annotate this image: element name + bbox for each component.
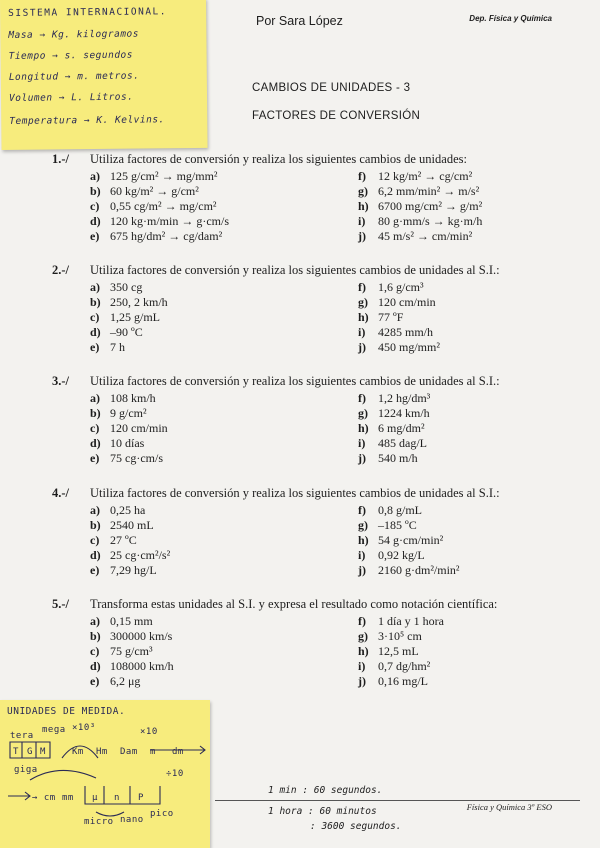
page-title: CAMBIOS DE UNIDADES - 3	[252, 82, 411, 94]
prefix-micro: micro	[84, 817, 114, 827]
factor-pow3: ×10³	[72, 723, 96, 733]
item: a) 108 km/h	[90, 391, 156, 405]
item: h) 12,5 mL	[358, 644, 419, 658]
item: e) 7,29 hg/L	[90, 563, 157, 577]
item: b) 60 kg/m² → g/cm²	[90, 184, 199, 198]
item: a) 0,25 ha	[90, 503, 146, 517]
prefix-sketch	[0, 700, 210, 848]
prefix-nano: nano	[120, 815, 144, 825]
item: f) 0,8 g/mL	[358, 503, 422, 517]
unit-mu: μ	[92, 793, 98, 803]
exercise-text: Transforma estas unidades al S.I. y expresa el resultado como notación científica:	[90, 597, 498, 611]
item: h) 6700 mg/cm² → g/m²	[358, 199, 483, 213]
item: h) 77 ºF	[358, 310, 404, 324]
item: c) 27 ºC	[90, 533, 137, 547]
sticky-line: Volumen → L. Litros.	[8, 91, 134, 104]
unit-cm: → cm	[32, 793, 56, 803]
exercise-heading	[52, 374, 572, 389]
item: j) 540 m/h	[358, 451, 418, 465]
item: b) 2540 mL	[90, 518, 154, 532]
item: h) 54 g·cm/min²	[358, 533, 444, 547]
exercise-text: Utiliza factores de conversión y realiza los siguientes cambios de unidades:	[90, 152, 467, 166]
item: g) 120 cm/min	[358, 295, 436, 309]
unit-T: T	[13, 747, 19, 757]
unit-hm: Hm	[96, 747, 108, 757]
item: e) 6,2 μg	[90, 674, 141, 688]
prefix-pico: pico	[150, 809, 174, 819]
prefix-tera: tera	[10, 731, 34, 741]
sticky-note-unit-prefixes	[0, 700, 210, 848]
exercise-heading	[52, 597, 572, 612]
prefix-giga: giga	[14, 765, 38, 775]
item: e) 7 h	[90, 340, 125, 354]
item: c) 120 cm/min	[90, 421, 168, 435]
item: b) 250, 2 km/h	[90, 295, 168, 309]
sticky-line: SISTEMA INTERNACIONAL.	[8, 6, 168, 19]
author: Por Sara López	[256, 14, 343, 28]
note-seconds: : 3600 segundos.	[310, 821, 402, 832]
sticky-note-si-units	[0, 0, 208, 150]
item: a) 350 cg	[90, 280, 143, 294]
footer-course: Física y Química 3º ESO	[466, 802, 552, 812]
item: j) 450 mg/mm²	[358, 340, 440, 354]
unit-n: n	[114, 793, 120, 803]
item: i) 485 dag/L	[358, 436, 427, 450]
item: f) 1,6 g/cm³	[358, 280, 424, 294]
unit-M: M	[40, 747, 46, 757]
prefix-mega: mega	[42, 725, 66, 735]
item: i) 4285 mm/h	[358, 325, 434, 339]
factor-x10: ×10	[140, 727, 158, 737]
item: d) 108000 km/h	[90, 659, 174, 673]
item: c) 75 g/cm³	[90, 644, 153, 658]
exercise-1	[52, 152, 572, 243]
item: g) 1224 km/h	[358, 406, 430, 420]
exercise-3	[52, 374, 572, 465]
note-hour: 1 hora : 60 minutos	[268, 806, 377, 817]
item: g) 6,2 mm/min² → m/s²	[358, 184, 480, 198]
exercise-number: 4.-/	[52, 486, 70, 500]
department: Dep. Física y Química	[469, 14, 552, 23]
item: e) 675 hg/dm² → cg/dam²	[90, 229, 223, 243]
exercise-heading	[52, 152, 572, 167]
item: i) 0,92 kg/L	[358, 548, 425, 562]
item: d) 25 cg·cm²/s²	[90, 548, 171, 562]
exercise-2	[52, 263, 572, 354]
item: d) 10 días	[90, 436, 145, 450]
sticky-line: Longitud → m. metros.	[8, 70, 140, 83]
item: c) 1,25 g/mL	[90, 310, 160, 324]
unit-p: P	[138, 793, 144, 803]
sticky-line: Masa → Kg. kilogramos	[8, 28, 140, 41]
item: j) 45 m/s² → cm/min²	[358, 229, 473, 243]
exercise-number: 2.-/	[52, 263, 70, 277]
exercise-number: 5.-/	[52, 597, 70, 611]
item: f) 1 día y 1 hora	[358, 614, 444, 628]
item: f) 1,2 hg/dm³	[358, 391, 431, 405]
item: i) 80 g·mm/s → kg·m/h	[358, 214, 483, 228]
item: i) 0,7 dg/hm²	[358, 659, 431, 673]
item: g) 3·10⁵ cm	[358, 629, 422, 643]
item: h) 6 mg/dm²	[358, 421, 425, 435]
exercise-5	[52, 597, 572, 688]
exercise-text: Utiliza factores de conversión y realiza los siguientes cambios de unidades al S.I.:	[90, 486, 500, 500]
item: b) 300000 km/s	[90, 629, 173, 643]
item: f) 12 kg/m² → cg/cm²	[358, 169, 473, 183]
sticky-line: Tiempo → s. segundos	[8, 49, 134, 62]
item: c) 0,55 cg/m² → mg/cm²	[90, 199, 217, 213]
exercise-number: 1.-/	[52, 152, 70, 166]
unit-m: m	[150, 747, 156, 757]
exercise-text: Utiliza factores de conversión y realiza los siguientes cambios de unidades al S.I.:	[90, 263, 500, 277]
sticky-title: UNIDADES DE MEDIDA.	[7, 706, 126, 717]
exercise-4	[52, 486, 572, 577]
exercise-heading	[52, 486, 572, 501]
footer-divider	[215, 800, 580, 801]
item: j) 0,16 mg/L	[358, 674, 428, 688]
page-subtitle: FACTORES DE CONVERSIÓN	[252, 110, 421, 122]
item: e) 75 cg·cm/s	[90, 451, 163, 465]
exercise-text: Utiliza factores de conversión y realiza los siguientes cambios de unidades al S.I.:	[90, 374, 500, 388]
unit-mm: mm	[62, 793, 74, 803]
factor-div10: ÷10	[166, 769, 184, 779]
unit-km: Km	[72, 747, 84, 757]
unit-G: G	[27, 747, 33, 757]
note-minute: 1 min : 60 segundos.	[268, 785, 383, 796]
item: g) –185 ºC	[358, 518, 417, 532]
sticky-line: Temperatura → K. Kelvins.	[9, 114, 165, 127]
unit-dm: dm	[172, 747, 184, 757]
item: d) –90 ºC	[90, 325, 143, 339]
item: a) 0,15 mm	[90, 614, 153, 628]
item: j) 2160 g·dm²/min²	[358, 563, 460, 577]
item: b) 9 g/cm²	[90, 406, 147, 420]
item: a) 125 g/cm² → mg/mm²	[90, 169, 218, 183]
unit-dam: Dam	[120, 747, 138, 757]
exercise-heading	[52, 263, 572, 278]
exercise-number: 3.-/	[52, 374, 70, 388]
item: d) 120 kg·m/min → g·cm/s	[90, 214, 229, 228]
